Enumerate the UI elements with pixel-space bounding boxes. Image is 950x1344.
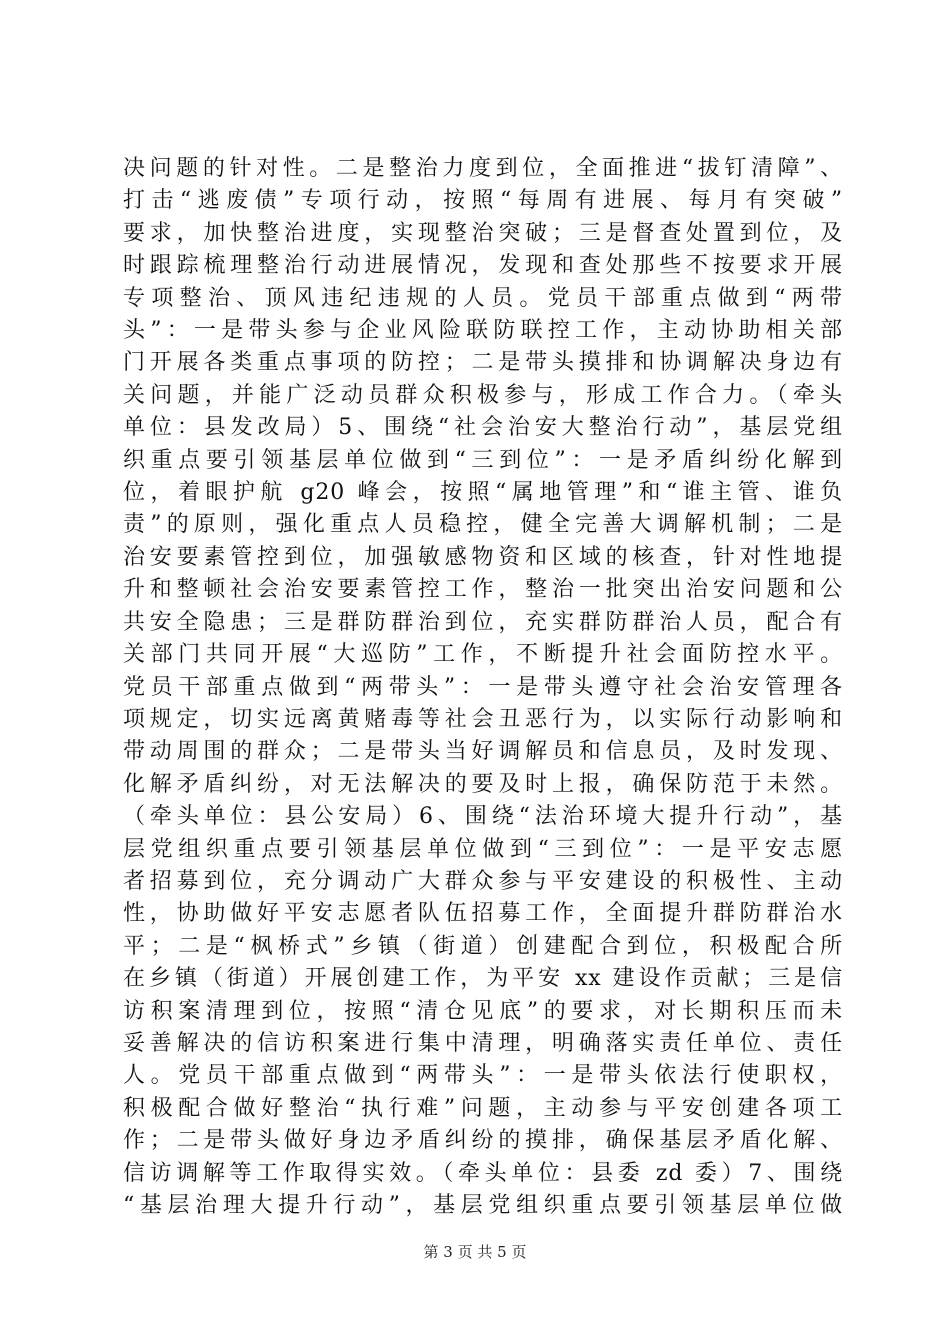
- text-line: 信访调解等工作取得实效。（牵头单位：县委 zd 委）7、围绕: [123, 1160, 843, 1186]
- text-line: 专项整治、顶风违纪违规的人员。党员干部重点做到“两带: [123, 285, 843, 311]
- text-line: 决问题的针对性。二是整治力度到位，全面推进“拔钉清障”、: [123, 156, 843, 181]
- text-line: 时跟踪梳理整治行动进展情况，发现和查处那些不按要求开展: [123, 253, 843, 279]
- text-line: 积极配合做好整治“执行难”问题，主动参与平安创建各项工: [123, 1095, 843, 1121]
- text-line: 治安要素管控到位，加强敏感物资和区域的核查，针对性地提: [123, 544, 843, 570]
- text-line: 带动周围的群众；二是带头当好调解员和信息员，及时发现、: [123, 739, 843, 765]
- body-paragraph: [123, 153, 843, 1222]
- text-line: 访积案清理到位，按照“清仓见底”的要求，对长期积压而未: [123, 998, 843, 1024]
- text-line: 作；二是带头做好身边矛盾纠纷的摸排，确保基层矛盾化解、: [123, 1128, 843, 1154]
- text-line: 人。党员干部重点做到“两带头”：一是带头依法行使职权，: [123, 1063, 843, 1089]
- text-line: 升和整顿社会治安要素管控工作，整治一批突出治安问题和公: [123, 577, 843, 603]
- text-line: 项规定，切实远离黄赌毒等社会丑恶行为，以实际行动影响和: [123, 706, 843, 732]
- text-line: 层党组织重点要引领基层单位做到“三到位”：一是平安志愿: [123, 836, 843, 862]
- text-line: 在乡镇（街道）开展创建工作，为平安 xx 建设作贡献；三是信: [123, 966, 843, 992]
- text-line: 妥善解决的信访积案进行集中清理，明确落实责任单位、责任: [123, 1030, 843, 1056]
- text-line: “基层治理大提升行动”，基层党组织重点要引领基层单位做: [123, 1193, 843, 1218]
- text-line: 平；二是“枫桥式”乡镇（街道）创建配合到位，积极配合所: [123, 933, 843, 959]
- text-line: 共安全隐患；三是群防群治到位，充实群防群治人员，配合有: [123, 609, 843, 635]
- text-line: 者招募到位，充分调动广大群众参与平安建设的积极性、主动: [123, 868, 843, 894]
- text-line: （牵头单位：县公安局）6、围绕“法治环境大提升行动”，基: [123, 804, 843, 830]
- text-line: 关问题，并能广泛动员群众积极参与，形成工作合力。（牵头: [123, 382, 843, 408]
- text-line: 头”：一是带头参与企业风险联防联控工作，主动协助相关部: [123, 318, 843, 344]
- text-line: 打击“逃废债”专项行动，按照“每周有进展、每月有突破”: [123, 188, 843, 214]
- text-line: 要求，加快整治进度，实现整治突破；三是督查处置到位，及: [123, 220, 843, 246]
- text-line: 门开展各类重点事项的防控；二是带头摸排和协调解决身边有: [123, 350, 843, 376]
- text-line: 单位：县发改局）5、围绕“社会治安大整治行动”，基层党组: [123, 415, 843, 441]
- text-line: 党员干部重点做到“两带头”：一是带头遵守社会治安管理各: [123, 674, 843, 700]
- text-line: 责”的原则，强化重点人员稳控，健全完善大调解机制；二是: [123, 512, 843, 538]
- text-line: 织重点要引领基层单位做到“三到位”：一是矛盾纠纷化解到: [123, 447, 843, 473]
- text-line: 位，着眼护航 g20 峰会，按照“属地管理”和“谁主管、谁负: [123, 480, 843, 506]
- page-footer: 第 3 页 共 5 页: [423, 1243, 527, 1261]
- text-line: 化解矛盾纠纷，对无法解决的要及时上报，确保防范于未然。: [123, 771, 843, 797]
- text-line: 关部门共同开展“大巡防”工作，不断提升社会面防控水平。: [123, 642, 843, 668]
- text-line: 性，协助做好平安志愿者队伍招募工作，全面提升群防群治水: [123, 901, 843, 927]
